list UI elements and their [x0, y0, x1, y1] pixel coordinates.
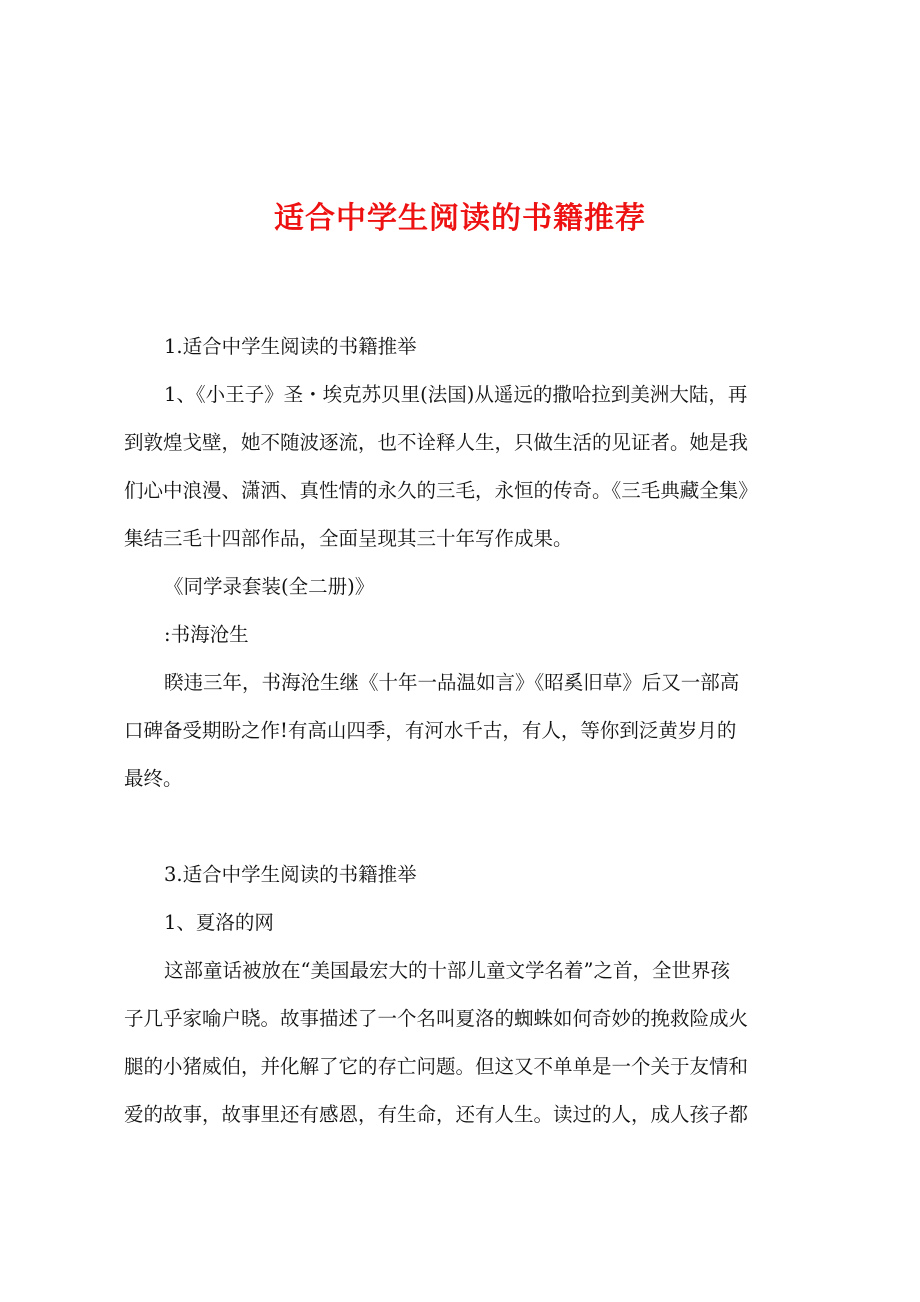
paragraph-line: 到敦煌戈壁，她不随波逐流，也不诠释人生，只做生活的见证者。她是我	[124, 431, 749, 454]
paragraph-line: 睽违三年，书海沧生继《十年一品温如言》《昭奚旧草》后又一部高	[164, 671, 740, 694]
paragraph-line: 这部童话被放在“美国最宏大的十部儿童文学名着”之首，全世界孩	[164, 959, 730, 982]
paragraph-line: 最终。	[124, 767, 183, 790]
paragraph-line: 集结三毛十四部作品，全面呈现其三十年写作成果。	[124, 527, 573, 550]
section-heading-3: 3.适合中学生阅读的书籍推举	[164, 863, 417, 886]
paragraph-line: 爱的故事，故事里还有感恩，有生命，还有人生。读过的人，成人孩子都	[124, 1103, 749, 1126]
paragraph-line: 腿的小猪威伯，并化解了它的存亡问题。但这又不单单是一个关于友情和	[124, 1055, 749, 1078]
book-author: :书海沧生	[164, 623, 249, 646]
document-title: 适合中学生阅读的书籍推荐	[274, 201, 646, 236]
paragraph-line: 们心中浪漫、潇洒、真性情的永久的三毛，永恒的传奇。《三毛典藏全集》	[124, 479, 758, 502]
paragraph-line: 口碑备受期盼之作!有高山四季，有河水千古，有人，等你到泛黄岁月的	[124, 719, 737, 742]
book-title: 1、夏洛的网	[164, 911, 274, 934]
paragraph-line: 1、《小王子》圣・埃克苏贝里(法国)从遥远的撒哈拉到美洲大陆，再	[164, 383, 748, 406]
book-title: 《同学录套装(全二册)》	[164, 575, 375, 598]
paragraph-line: 子几乎家喻户晓。故事描述了一个名叫夏洛的蜘蛛如何奇妙的挽救险成火	[124, 1007, 749, 1030]
section-heading-1: 1.适合中学生阅读的书籍推举	[164, 335, 417, 358]
